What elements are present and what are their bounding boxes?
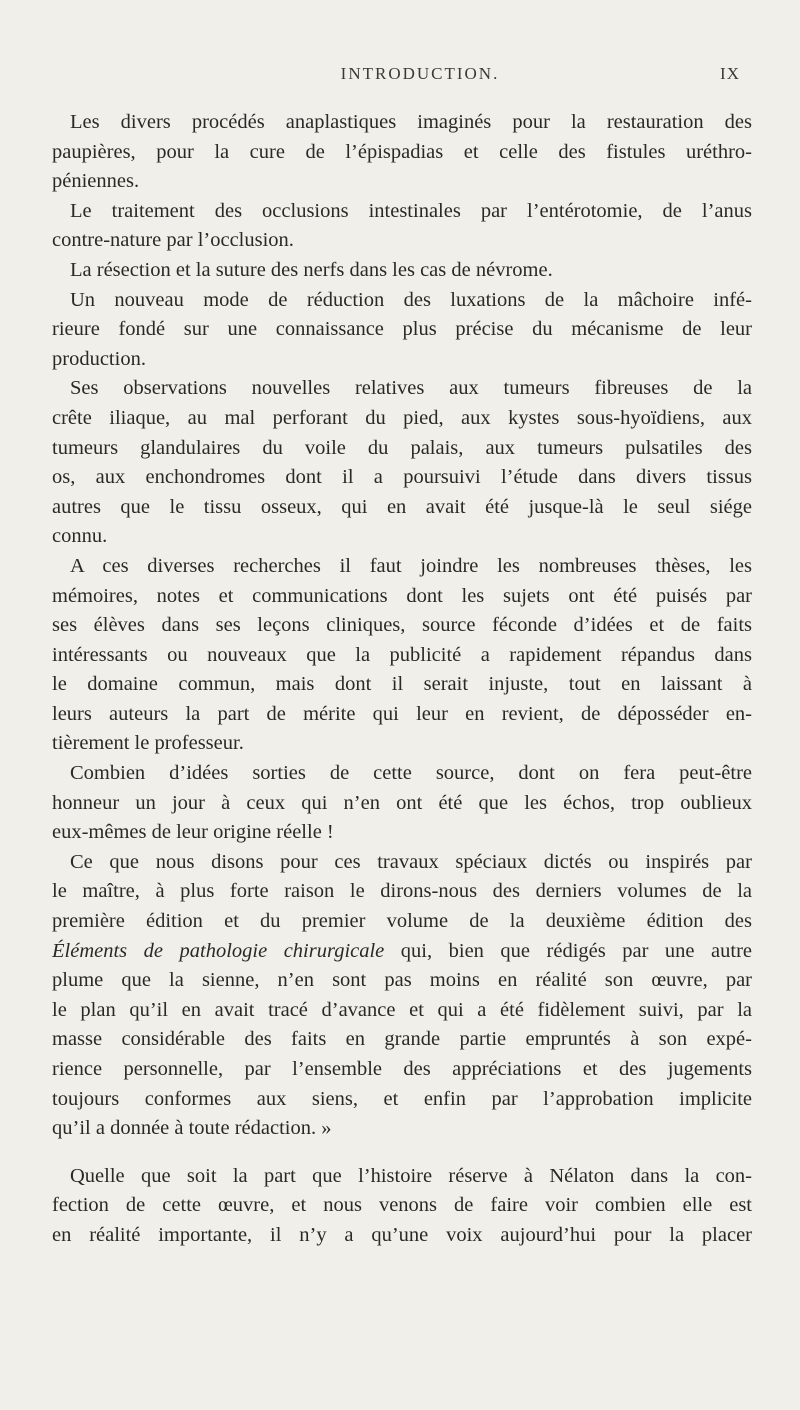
text-line: eux-mêmes de leur origine réelle ! bbox=[52, 821, 334, 844]
text-line: production. bbox=[52, 347, 146, 370]
text-line: honneur un jour à ceux qui n’en ont été que les échos, trop oublieux bbox=[52, 791, 752, 814]
paragraph bbox=[52, 286, 752, 375]
paragraph bbox=[52, 848, 752, 1144]
text-line: connu. bbox=[52, 525, 108, 548]
text-line: os, aux enchondromes dont il a poursuivi l’étude dans divers tissus bbox=[52, 466, 752, 489]
text-line: Le traitement des occlusions intestinales par l’entérotomie, de l’anus bbox=[70, 199, 752, 222]
text-line: plume que la sienne, n’en sont pas moins en réalité son œuvre, par bbox=[52, 969, 752, 992]
paragraph bbox=[52, 197, 752, 256]
text-line: première édition et du premier volume de la deuxième édition des bbox=[52, 910, 752, 933]
text-line: paupières, pour la cure de l’épispadias et celle des fistules uréthro- bbox=[52, 140, 752, 163]
text-line: rieure fondé sur une connaissance plus précise du mécanisme de leur bbox=[52, 318, 752, 341]
text-line: masse considérable des faits en grande partie empruntés à son expé- bbox=[52, 1028, 752, 1051]
paragraph bbox=[52, 552, 752, 759]
text-span: qui, bien que rédigés par une autre bbox=[384, 939, 752, 962]
text-line: Combien d’idées sorties de cette source, dont on fera peut-être bbox=[70, 762, 752, 785]
paragraph bbox=[52, 374, 752, 552]
text-line: tumeurs glandulaires du voile du palais, aux tumeurs pulsatiles des bbox=[52, 436, 752, 459]
text-line: crête iliaque, au mal perforant du pied, aux kystes sous-hyoïdiens, aux bbox=[52, 406, 752, 429]
paragraph bbox=[52, 108, 752, 197]
text-line: A ces diverses recherches il faut joindre les nombreuses thèses, les bbox=[70, 554, 752, 577]
text-line: Ses observations nouvelles relatives aux tumeurs fibreuses de la bbox=[70, 377, 752, 400]
text-line bbox=[52, 937, 752, 967]
body-text bbox=[52, 108, 752, 1251]
text-line: Les divers procédés anaplastiques imaginés pour la restauration des bbox=[70, 111, 752, 133]
paragraph bbox=[52, 759, 752, 848]
text-line: toujours conformes aux siens, et enfin par l’approbation implicite bbox=[52, 1087, 752, 1110]
page-number: IX bbox=[720, 64, 740, 83]
text-line: ses élèves dans ses leçons cliniques, source féconde d’idées et de faits bbox=[52, 614, 752, 637]
text-line: le maître, à plus forte raison le dirons-nous des derniers volumes de la bbox=[52, 880, 752, 903]
paragraph bbox=[52, 256, 752, 286]
text-line: qu’il a donnée à toute rédaction. » bbox=[52, 1117, 332, 1140]
text-line: intéressants ou nouveaux que la publicité a rapidement répandus dans bbox=[52, 643, 752, 666]
running-head bbox=[100, 64, 740, 94]
text-line: en réalité importante, il n’y a qu’une voix aujourd’hui pour la placer bbox=[52, 1223, 752, 1246]
book-title: Éléments de pathologie chirurgicale bbox=[52, 939, 385, 962]
text-line: Quelle que soit la part que l’histoire réserve à Nélaton dans la con- bbox=[70, 1164, 752, 1187]
text-line: le plan qu’il en avait tracé d’avance et qui a été fidèlement suivi, par la bbox=[52, 998, 752, 1021]
text-line: le domaine commun, mais dont il serait injuste, tout en laissant à bbox=[52, 673, 752, 696]
running-title: INTRODUCTION. bbox=[340, 64, 500, 83]
text-line: leurs auteurs la part de mérite qui leur en revient, de déposséder en- bbox=[52, 702, 752, 725]
text-line: Un nouveau mode de réduction des luxations de la mâchoire infé- bbox=[70, 288, 752, 311]
text-line: tièrement le professeur. bbox=[52, 732, 244, 755]
text-line: contre-nature par l’occlusion. bbox=[52, 229, 294, 252]
text-line: péniennes. bbox=[52, 170, 140, 193]
text-line: fection de cette œuvre, et nous venons de faire voir combien elle est bbox=[52, 1194, 752, 1217]
text-line: autres que le tissu osseux, qui en avait été jusque-là le seul siége bbox=[52, 495, 752, 518]
text-line: Ce que nous disons pour ces travaux spéciaux dictés ou inspirés par bbox=[70, 850, 752, 873]
text-line: La résection et la suture des nerfs dans les cas de névrome. bbox=[70, 258, 553, 281]
text-line: rience personnelle, par l’ensemble des appréciations et des jugements bbox=[52, 1058, 752, 1080]
text-line: mémoires, notes et communications dont les sujets ont été puisés par bbox=[52, 584, 752, 607]
paragraph-gap bbox=[52, 1144, 752, 1162]
paragraph bbox=[52, 1162, 752, 1251]
